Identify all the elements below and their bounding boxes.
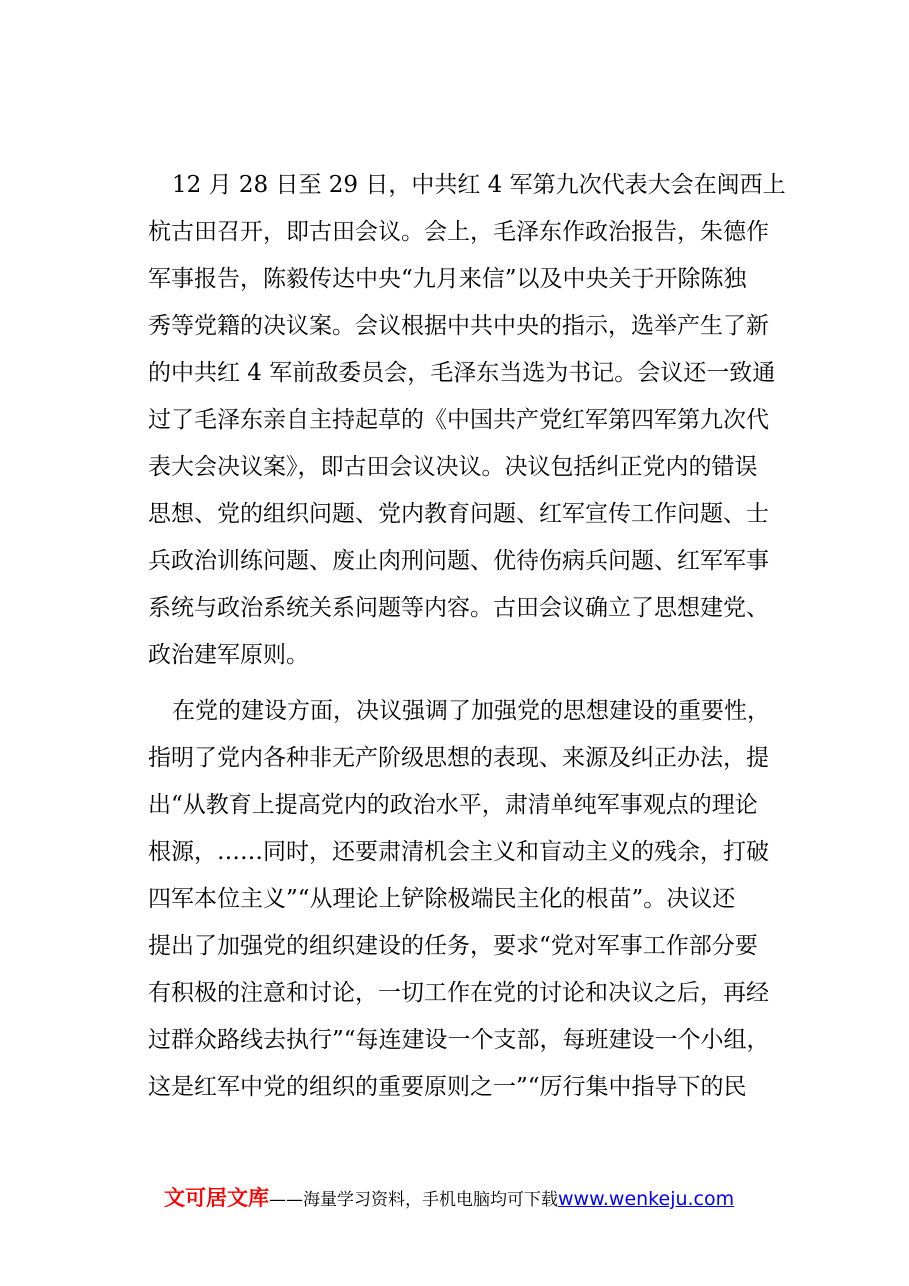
footer-url-link[interactable]: www.wenkeju.com (558, 1188, 735, 1210)
footer-slogan: ——海量学习资料，手机电脑均可下载 (269, 1190, 558, 1210)
text-line: 指明了党内各种非无产阶级思想的表现、来源及纠正办法，提 (148, 745, 769, 771)
text-line: 思想、党的组织问题、党内教育问题、红军宣传工作问题、士 (148, 501, 769, 527)
text-line: 12 月 28 日至 29 日，中共红 4 军第九次代表大会在闽西上 (172, 172, 786, 198)
text-line: 有积极的注意和讨论，一切工作在党的讨论和决议之后，再经 (148, 980, 769, 1006)
text-line: 兵政治训练问题、废止肉刑问题、优待伤病兵问题、红军军事 (148, 548, 769, 574)
footer-banner (164, 1183, 734, 1213)
text-line: 过群众路线去执行”“每连建设一个支部，每班建设一个小组， (148, 1027, 770, 1053)
text-line: 过了毛泽东亲自主持起草的《中国共产党红军第四军第九次代 (148, 407, 769, 433)
text-line: 军事报告，陈毅传达中央“九月来信”以及中央关于开除陈独 (148, 266, 747, 292)
footer-brand: 文可居文库 (164, 1186, 269, 1210)
text-line: 的中共红 4 军前敌委员会，毛泽东当选为书记。会议还一致通 (148, 360, 776, 386)
text-line: 四军本位主义”“从理论上铲除极端民主化的根苗”。决议还 (148, 886, 736, 912)
text-line: 根源，……同时，还要肃清机会主义和盲动主义的残余，打破 (148, 839, 769, 865)
text-line: 在党的建设方面，决议强调了加强党的思想建设的重要性， (172, 698, 770, 724)
text-line: 表大会决议案》，即古田会议决议。决议包括纠正党内的错误 (148, 454, 758, 480)
text-line: 出“从教育上提高党内的政治水平，肃清单纯军事观点的理论 (148, 792, 758, 818)
text-line: 系统与政治系统关系问题等内容。古田会议确立了思想建党、 (148, 595, 769, 621)
text-line: 这是红军中党的组织的重要原则之一”“厉行集中指导下的民 (148, 1074, 747, 1100)
text-line: 秀等党籍的决议案。会议根据中共中央的指示，选举产生了新 (148, 313, 769, 339)
text-line: 提出了加强党的组织建设的任务，要求“党对军事工作部分要 (148, 933, 758, 959)
text-line: 政治建军原则。 (148, 642, 309, 668)
text-line: 杭古田召开，即古田会议。会上，毛泽东作政治报告，朱德作 (148, 219, 769, 245)
